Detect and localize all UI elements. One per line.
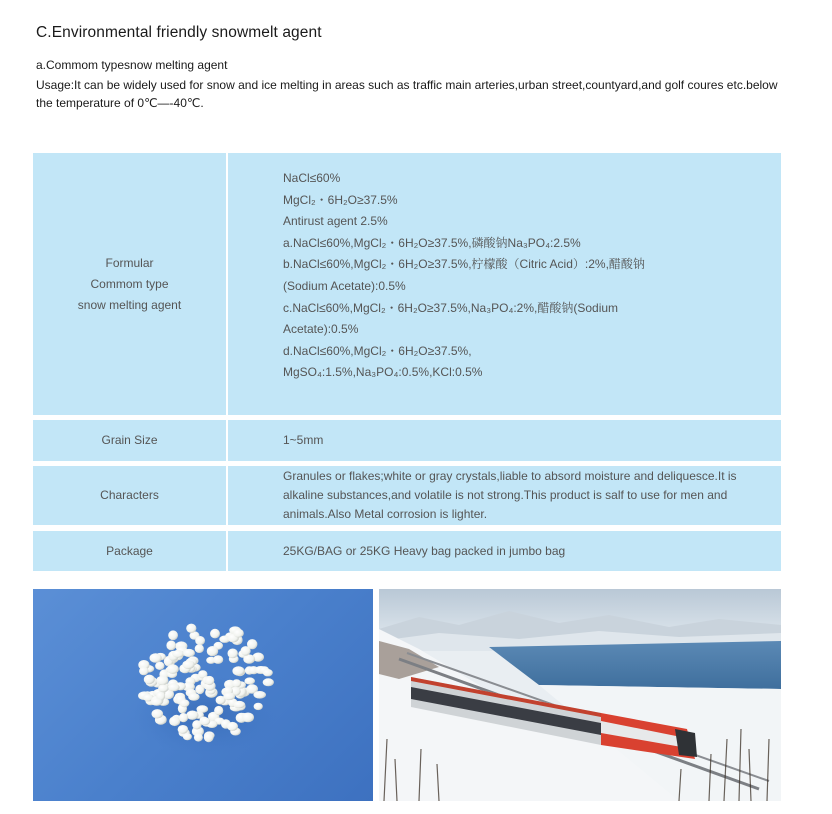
granule [253,691,266,699]
granule [201,718,210,726]
granule [150,653,162,663]
usage-paragraph: Usage:It can be widely used for snow and ice melting in areas such as traffic main arteries,urban street,countyard,and golf coures etc.below the temperature of 0℃—-40℃. [36,78,778,110]
granule [182,660,194,669]
granule [180,699,190,707]
table-row-package [33,531,781,571]
grain-size-value [228,420,781,461]
granule [223,693,235,701]
formular-value [228,153,781,415]
characters-value [228,466,781,525]
granule [242,713,254,723]
granule [243,654,255,663]
granule [158,685,168,693]
granule [179,713,188,722]
package-value [228,531,781,571]
granule [210,629,220,639]
characters-label: Characters [33,466,226,525]
granule [166,641,176,651]
formular-label-line: Formular [105,255,154,270]
granule [168,630,178,640]
granule [213,655,223,664]
granule [241,646,251,656]
train-scene-illustration [379,589,781,801]
table-row-characters [33,466,781,525]
granule [151,698,163,705]
table-row-formular [33,153,781,415]
granule [194,733,203,741]
granule [195,636,205,645]
formula-line: c.NaCl≤60%,MgCl₂・6H₂O≥37.5%,Na₃PO₄:2%,醋酸钠(Sodium [283,300,619,315]
granule [195,644,204,653]
formula-line: b.NaCl≤60%,MgCl₂・6H₂O≥37.5%,柠檬酸（Citric Acid）:2%,醋酸钠 [283,257,645,272]
formula-line: MgSO₄:1.5%,Na₃PO₄:0.5%,KCl:0.5% [283,365,483,380]
granule [233,629,243,638]
granule [167,664,179,674]
formula-line: d.NaCl≤60%,MgCl₂・6H₂O≥37.5%, [283,343,472,358]
granule [139,667,148,675]
granule [186,624,196,633]
grain-size-text: 1~5mm [283,433,324,447]
product-granules-photo [33,589,373,801]
granule [169,716,180,726]
formular-label [33,153,226,415]
package-label: Package [33,531,226,571]
granule [183,649,195,657]
granule [188,693,199,701]
granule [232,679,241,687]
page-title: C.Environmental friendly snowmelt agent [36,24,322,41]
formula-line: NaCl≤60% [283,171,341,185]
granule [155,662,164,670]
granules-illustration [33,589,373,801]
granule [205,676,214,685]
granule [144,675,155,685]
granule [168,683,180,691]
granule [186,711,198,720]
granule [263,678,274,686]
formula-line: a.NaCl≤60%,MgCl₂・6H₂O≥37.5%,磷酸钠Na₃PO₄:2.5% [283,235,581,250]
winter-train-photo [379,589,781,801]
formular-label-line: snow melting agent [77,297,182,312]
granule [152,709,164,718]
granule [228,649,238,659]
section-subtitle: a.Commom typesnow melting agent [36,58,228,72]
grain-size-label: Grain Size [33,420,226,461]
granule [263,669,273,676]
granule [204,733,214,743]
granule [244,677,255,684]
granule [178,725,189,734]
granule [214,706,223,715]
granule [172,650,184,658]
granule [227,722,238,731]
granule [156,676,168,686]
formular-label-line: Commom type [90,276,169,291]
package-text: 25KG/BAG or 25KG Heavy bag packed in jumbo bag [283,543,566,558]
formula-line: Antirust agent 2.5% [283,214,388,229]
granule [232,666,244,675]
granule [207,646,218,656]
characters-text: Granules or flakes;white or gray crystals,liable to absord moisture and deliquesce.It is alkaline substances,and volatile is not strong.This product is salf to use for men and animals.Also Metal corrosion is lighter. [283,469,737,521]
table-row-grain-size [33,420,781,461]
granule [183,733,192,740]
formula-line: (Sodium Acetate):0.5% [283,278,406,293]
granule [254,703,263,710]
formula-line: MgCl₂・6H₂O≥37.5% [283,192,398,207]
granule [233,701,245,708]
formula-line: Acetate):0.5% [283,322,359,337]
